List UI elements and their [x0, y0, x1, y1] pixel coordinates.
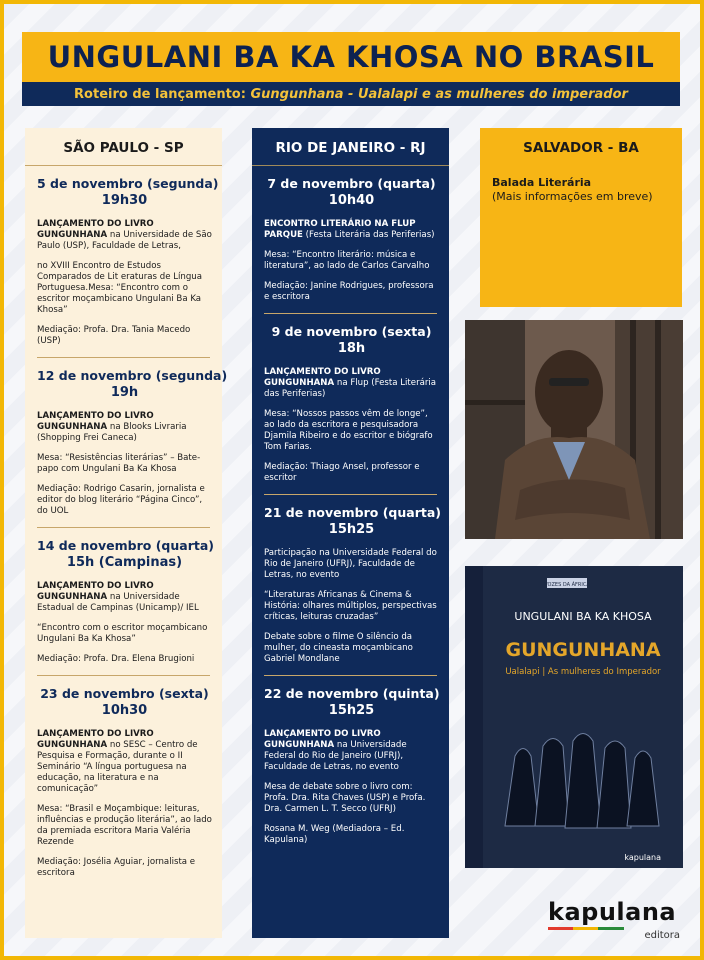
header — [22, 32, 680, 106]
event-detail-text: “Literaturas Africanas & Cinema & História: olhares múltiplos, perspectivas críticas, leituras cruzadas” — [264, 590, 437, 622]
event-date: 23 de novembro (sexta) — [40, 686, 209, 701]
event-time: 15h25 — [328, 522, 375, 537]
book-publisher: kapulana — [624, 853, 661, 862]
subtitle-prefix: Roteiro de lançamento: — [74, 86, 246, 102]
book-author: UNGULANI BA KA KHOSA — [514, 610, 652, 623]
event-detail-text: Mediação: Josélia Aguiar, jornalista e escritora — [37, 857, 196, 878]
event-list — [25, 176, 228, 879]
logo-stripe — [548, 927, 624, 930]
sao-paulo-column — [25, 128, 228, 938]
book-cover-image — [465, 566, 683, 868]
event-date: 21 de novembro (quarta) — [264, 505, 441, 520]
event-block — [25, 368, 228, 517]
event-time: 10h40 — [328, 193, 375, 208]
event-detail-text: Mediação: Janine Rodrigues, professora e escritora — [264, 281, 434, 302]
event-time: 10h30 — [101, 703, 148, 718]
event-detail-bold: LANÇAMENTO DO LIVRO GUNGUNHANA — [264, 729, 381, 750]
event-detail — [264, 590, 439, 623]
event-detail — [264, 219, 439, 241]
event-detail-bold: LANÇAMENTO DO LIVRO GUNGUNHANA — [37, 219, 154, 240]
event-time: 19h30 — [101, 193, 148, 208]
event-detail — [37, 857, 212, 879]
salvador-event — [480, 176, 682, 204]
event-detail-text: na Universidade Estadual de Campinas (Unicamp)/ IEL — [37, 592, 199, 613]
book-cover-art — [465, 566, 683, 868]
event-block — [252, 505, 449, 665]
city-heading-sao-paulo: SÃO PAULO - SP — [63, 140, 184, 156]
event-detail — [37, 484, 212, 517]
event-detail-text: Mediação: Thiago Ansel, professor e escritor — [264, 462, 420, 483]
event-list — [252, 176, 449, 846]
event-date: 5 de novembro (segunda) — [37, 176, 219, 191]
event-date: 12 de novembro (segunda) — [37, 368, 228, 383]
event-detail-text: na Flup (Festa Literária das Periferias) — [264, 378, 437, 399]
event-detail-text: no SESC – Centro de Pesquisa e Formação, durante o II Seminário “A língua portuguesa na educação, na literatura e na comunicação” — [37, 740, 198, 794]
title-bar — [22, 32, 680, 82]
event-time: 19h — [110, 385, 139, 400]
event-detail — [37, 729, 212, 795]
event-detail — [264, 281, 439, 303]
event-detail — [264, 729, 439, 773]
salvador-column — [480, 128, 682, 307]
event-detail — [264, 367, 439, 400]
city-separator — [25, 165, 222, 166]
event-divider — [37, 357, 210, 358]
city-heading-rio: RIO DE JANEIRO - RJ — [275, 140, 426, 156]
event-detail — [37, 623, 212, 645]
event-detail-text: Rosana M. Weg (Mediadora – Ed. Kapulana) — [264, 824, 405, 845]
city-heading-salvador: SALVADOR - BA — [523, 140, 639, 156]
salvador-event-title: Balada Literária — [492, 176, 592, 189]
author-portrait-image — [465, 320, 683, 539]
event-detail — [37, 411, 212, 444]
event-date: 14 de novembro (quarta) — [37, 538, 214, 553]
event-block — [252, 324, 449, 484]
event-detail-text: na Universidade de São Paulo (USP), Faculdade de Letras, — [37, 230, 212, 251]
event-divider — [264, 494, 437, 495]
subtitle-bar — [22, 82, 680, 106]
event-divider — [37, 527, 210, 528]
event-detail — [37, 581, 212, 614]
event-time: 15h25 — [328, 703, 375, 718]
event-divider — [37, 675, 210, 676]
event-block — [25, 686, 222, 879]
subtitle-book: Gungunhana - Ualalapi e as mulheres do imperador — [250, 86, 628, 102]
event-detail-text: Mediação: Profa. Dra. Tania Macedo (USP) — [37, 325, 191, 346]
event-detail — [264, 782, 439, 815]
event-detail — [37, 453, 212, 475]
city-separator — [252, 165, 449, 166]
event-detail-text: Mesa: “Encontro literário: música e literatura”, ao lado de Carlos Carvalho — [264, 250, 430, 271]
event-detail-bold: LANÇAMENTO DO LIVRO GUNGUNHANA — [264, 367, 381, 388]
event-detail-text: Mesa: “Resistências literárias” – Bate-papo com Ungulani Ba Ka Khosa — [37, 453, 201, 474]
event-detail — [37, 654, 212, 665]
event-detail — [37, 261, 212, 316]
event-detail — [264, 548, 439, 581]
event-detail-text: Mediação: Rodrigo Casarin, jornalista e editor do blog literário “Página Cinco”, do UOL — [37, 484, 205, 516]
event-detail — [264, 409, 439, 453]
event-time: 18h — [337, 341, 366, 356]
page-title: UNGULANI BA KA KHOSA NO BRASIL — [47, 40, 655, 74]
event-date: 7 de novembro (quarta) — [267, 176, 436, 191]
book-series: VOZES DA ÁFRICA — [544, 582, 590, 588]
publisher-logo — [548, 898, 682, 948]
event-detail-text: (Festa Literária das Periferias) — [302, 230, 435, 240]
event-block — [252, 686, 449, 846]
event-detail-text: na Universidade Federal do Rio de Janeiro (UFRJ), Faculdade de Letras, no evento — [264, 740, 407, 772]
event-block — [25, 538, 222, 665]
logo-name: kapulana — [548, 898, 677, 926]
event-date: 22 de novembro (quinta) — [264, 686, 440, 701]
event-detail — [264, 462, 439, 484]
event-divider — [264, 313, 437, 314]
event-detail-text: Mediação: Profa. Dra. Elena Brugioni — [37, 654, 195, 664]
event-detail-text: no XVIII Encontro de Estudos Comparados de Lit eraturas de Língua Portuguesa.Mesa: “Encontro com o escritor moçambicano Ungulani Ba Ka Khosa” — [37, 261, 202, 315]
event-detail — [264, 824, 439, 846]
event-detail-text: na Blooks Livraria (Shopping Frei Caneca) — [37, 422, 187, 443]
event-block — [252, 176, 449, 303]
salvador-event-note: (Mais informações em breve) — [492, 190, 653, 203]
event-detail-text: “Encontro com o escritor moçambicano Ungulani Ba Ka Khosa” — [37, 623, 208, 644]
logo-sub: editora — [644, 930, 680, 941]
event-block — [25, 176, 222, 347]
rio-column — [252, 128, 449, 938]
event-detail-text: Participação na Universidade Federal do Rio de Janeiro (UFRJ), Faculdade de Letras, no evento — [264, 548, 437, 580]
book-subtitle: Ualalapi | As mulheres do Imperador — [505, 667, 661, 677]
event-detail — [264, 250, 439, 272]
event-detail-text: Mesa de debate sobre o livro com: Profa. Dra. Rita Chaves (USP) e Profa. Dra. Carmen L. T. Secco (UFRJ) — [264, 782, 426, 814]
event-detail-text: Mesa: “Brasil e Moçambique: leituras, influências e produção literária”, ao lado da premiada escritora Maria Valéria Rezende — [37, 804, 212, 847]
event-detail-bold: ENCONTRO LITERÁRIO NA FLUP PARQUE — [264, 219, 416, 240]
event-detail-bold: LANÇAMENTO DO LIVRO GUNGUNHANA — [37, 729, 154, 750]
event-detail — [37, 804, 212, 848]
event-detail-text: Debate sobre o filme O silêncio da mulher, do cineasta moçambicano Gabriel Mondlane — [264, 632, 413, 664]
event-date: 9 de novembro (sexta) — [271, 324, 432, 339]
event-time: 15h (Campinas) — [66, 555, 183, 570]
book-title: GUNGUNHANA — [505, 639, 661, 661]
event-detail-bold: LANÇAMENTO DO LIVRO GUNGUNHANA — [37, 581, 154, 602]
event-detail-bold: LANÇAMENTO DO LIVRO GUNGUNHANA — [37, 411, 154, 432]
author-photo — [465, 320, 683, 539]
event-detail-text: Mesa: “Nossos passos vêm de longe”, ao lado da escritora e pesquisadora Djamila Ribeiro e do escritor e biógrafo Tom Farias. — [264, 409, 433, 452]
event-detail — [37, 219, 212, 252]
event-divider — [264, 675, 437, 676]
event-detail — [37, 325, 212, 347]
event-detail — [264, 632, 439, 665]
